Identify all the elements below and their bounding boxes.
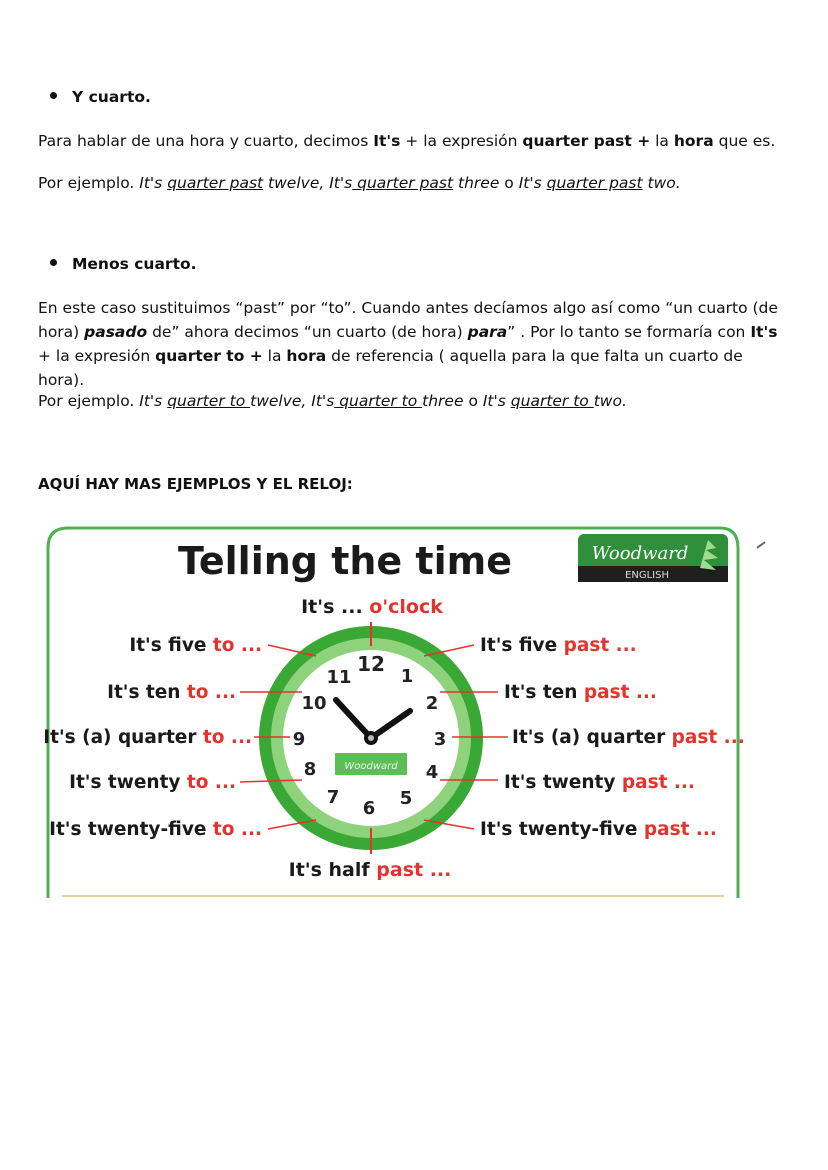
clock-number-10: 10	[301, 693, 327, 714]
logo-subtext: ENGLISH	[625, 570, 669, 581]
clock-number-7: 7	[326, 787, 340, 808]
clock-number-11: 11	[326, 667, 352, 688]
label-five-past: It's five past ...	[480, 635, 637, 656]
paragraph-quarter-to-example: Por ejemplo. It's quarter to twelve, It's quarter to three o It's quarter to two.	[38, 392, 627, 410]
label-twenty-to: It's twenty to ...	[69, 772, 236, 793]
clock-number-5: 5	[399, 788, 413, 809]
label-ten-to: It's ten to ...	[107, 682, 236, 703]
paragraph-quarter-past-example: Por ejemplo. It's quarter past twelve, It's quarter past three o It's quarter past two.	[38, 174, 681, 192]
clock-number-3: 3	[433, 729, 447, 750]
logo-text: Woodward	[591, 543, 689, 564]
clock-center-pin	[368, 735, 374, 741]
bullet-label: Y cuarto.	[72, 88, 151, 106]
label-quarter-past: It's (a) quarter past ...	[512, 727, 745, 748]
label-ten-past: It's ten past ...	[504, 682, 657, 703]
bullet-y-cuarto	[50, 88, 151, 106]
label-twenty-past: It's twenty past ...	[504, 772, 695, 793]
bullet-dot	[50, 259, 57, 266]
clock-logo-text: Woodward	[344, 761, 398, 772]
examples-heading: AQUÍ HAY MAS EJEMPLOS Y EL RELOJ:	[38, 475, 353, 493]
bullet-menos-cuarto	[50, 255, 197, 273]
label-half-past: It's half past ...	[288, 859, 452, 881]
telling-the-time-illustration	[40, 518, 790, 898]
label-twenty-five-to: It's twenty-five to ...	[49, 819, 262, 840]
label-oclock: It's ... o'clock	[301, 596, 443, 618]
clock-number-2: 2	[425, 693, 439, 714]
clock-number-1: 1	[400, 666, 414, 687]
label-quarter-to: It's (a) quarter to ...	[43, 727, 252, 748]
bullet-label: Menos cuarto.	[72, 255, 197, 273]
woodward-logo	[578, 534, 728, 582]
paragraph-quarter-to-rule: En este caso sustituimos “past” por “to”. Cuando antes decíamos algo así como “un cuarto (de hora) pasado de” ahora decimos “un cuarto (de hora) para” . Por lo tanto se formaría con It's + la expresión quarter to + la hora de referencia ( aquella para la que falta un cuarto de hora).	[38, 299, 778, 389]
label-twenty-five-past: It's twenty-five past ...	[480, 819, 717, 840]
clock-number-4: 4	[425, 762, 439, 783]
figure-title: Telling the time	[178, 539, 512, 583]
paragraph-quarter-past-rule: Para hablar de una hora y cuarto, decimos It's + la expresión quarter past + la hora que es.	[38, 132, 776, 150]
clock	[259, 622, 483, 854]
clock-number-12: 12	[357, 652, 385, 676]
clock-number-6: 6	[362, 798, 376, 819]
clock-number-9: 9	[292, 729, 306, 750]
bullet-dot	[50, 92, 57, 99]
telling-the-time-figure	[40, 518, 790, 898]
label-five-to: It's five to ...	[129, 635, 262, 656]
clock-number-8: 8	[303, 759, 317, 780]
